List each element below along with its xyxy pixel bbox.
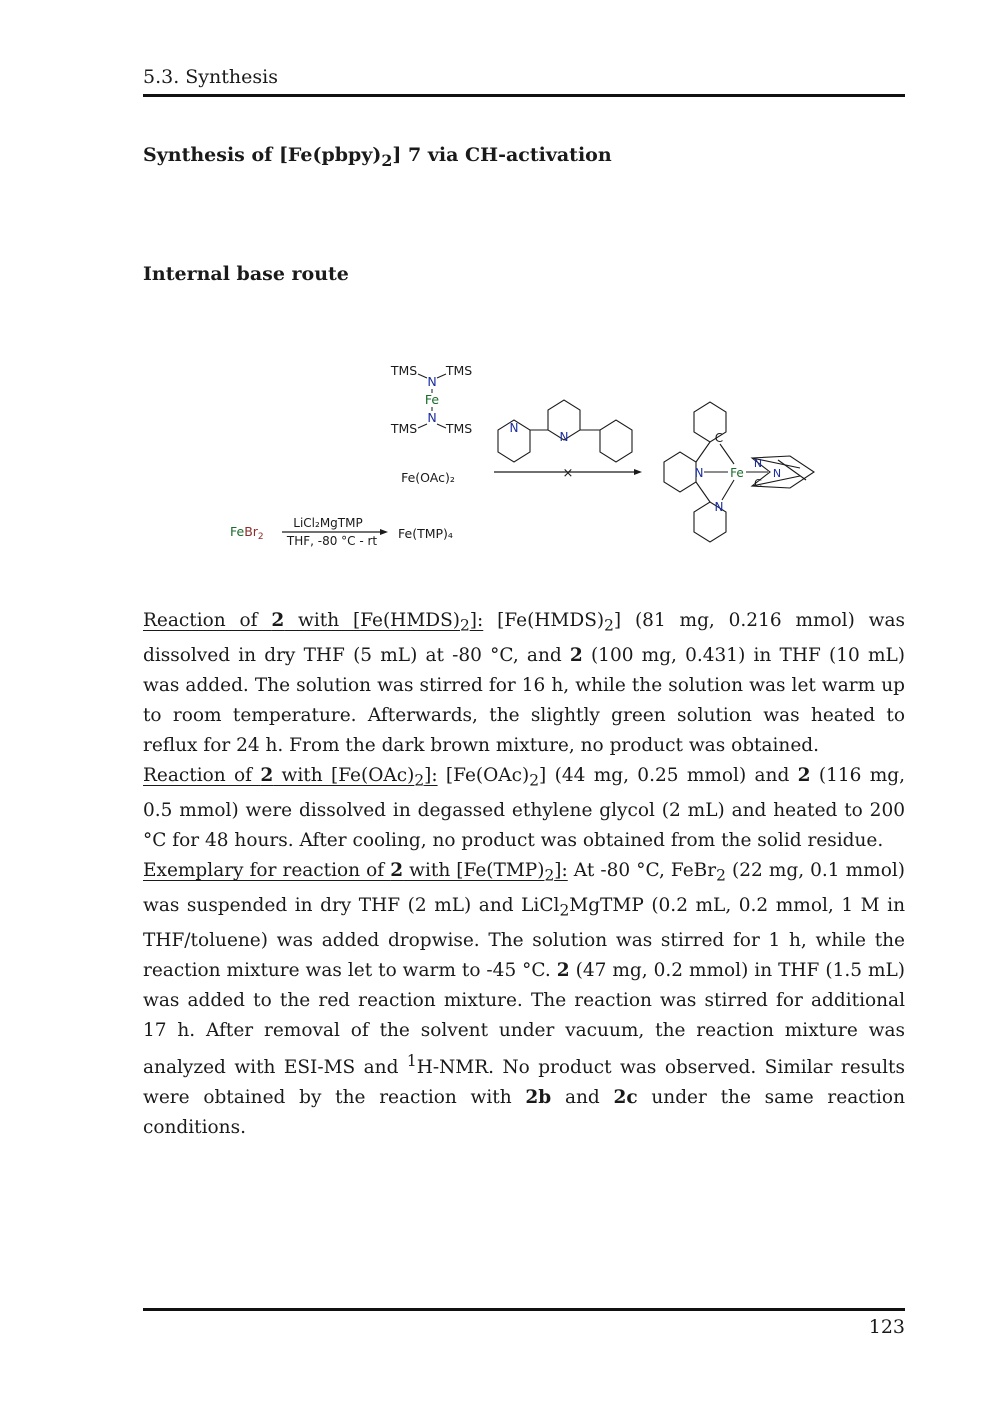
body-text: H-NMR. No product was observed. Similar results were obtained by the reaction with [143,1057,905,1109]
lead-text: ]: [469,610,484,631]
subscript: 2 [459,616,470,635]
conditions-label: THF, -80 °C - rt [286,534,378,548]
body-text: [Fe(OAc) [437,765,530,787]
arrow-head [380,529,388,535]
body-text: and [551,1087,614,1109]
body-text: (116 mg, 0.5 mmol) were dissolved in degassed ethylene glycol (2 mL) and heated to 200 °C for 48 hours. After cooling, no product was obtained from the solid residue. [143,765,905,852]
header-rule [143,94,905,97]
bond [696,442,710,462]
paragraph-fe-hmds [143,606,905,761]
compound-ref: 2c [613,1087,638,1109]
section-title-after: ] 7 via CH-activation [392,144,612,166]
lead-text: Reaction of [143,610,272,631]
iron-atom: Fe [424,392,440,407]
subscript: 2 [716,866,726,885]
body-text: (47 mg, 0.2 mmol) in THF (1.5 mL) was added to the red reaction mixture. The reaction was stirred for additional 17 h. After removal of the solvent under vacuum, the reaction mixture was analyzed with ESI-MS and [143,959,905,1079]
lead-text: Exemplary for reaction of [143,860,391,882]
tms-label: TMS [445,363,473,378]
compound-ref: 2b [525,1087,552,1109]
nitrogen-atom: N [772,467,782,480]
section-title [143,144,612,170]
bond [722,480,734,500]
body-text: under the same reaction conditions. [143,1087,905,1139]
lead-text: ]: [554,860,568,882]
bond [437,374,446,378]
lead-text: with [Fe(TMP) [403,860,545,882]
bond [778,460,806,480]
compound-ref: 2 [797,765,811,787]
paragraph-lead [143,610,484,635]
febr2-br: Br [244,524,258,539]
carbon-atom: C [714,431,724,445]
bond [437,424,446,428]
lead-text: Reaction of [143,765,261,787]
compound-ref: 2 [271,610,285,631]
nitrogen-atom: N [753,457,763,470]
section-title-sub: 2 [381,150,393,170]
subscript: 2 [529,771,540,790]
subscript: 2 [604,616,614,635]
compound-ref: 2 [260,765,274,787]
paragraph-lead [143,765,438,790]
nitrogen-atom: N [427,374,437,389]
body-text: (100 mg, 0.431) in THF (10 mL) was added. The solution was stirred for 16 h, while the solution was let warm up to room temperature. Afterwards, the slightly green solution was heated to reflux for 24 h. From the dark brown mixture, no product was obtained. [143,644,905,757]
compound-ref: 2 [569,644,583,666]
bond [418,424,427,428]
nitrogen-atom: N [714,500,724,514]
pyridine-ring [664,452,696,492]
tms-label: TMS [390,363,418,378]
bond [720,444,734,464]
fe-tmp4-label: Fe(TMP)₄ [398,526,453,541]
nitrogen-atom: N [509,421,519,435]
nitrogen-atom: N [694,466,704,480]
lead-text: with [Fe(OAc) [273,765,415,787]
lead-text: ]: [424,765,438,787]
bond [696,482,710,502]
fe-oac2-label: Fe(OAc)₂ [401,470,455,485]
compound-ref: 2 [390,860,404,882]
lead-text: with [Fe(HMDS) [284,610,460,631]
body-text: ] (44 mg, 0.25 mmol) and [539,765,798,787]
body-text: At -80 °C, FeBr [567,860,717,882]
febr2-label [230,524,264,542]
paragraph-lead [143,860,568,885]
body-text: ] (81 mg, 0.216 mmol) was dissolved in dry THF (5 mL) at -80 °C, and [143,610,905,666]
footer-rule [143,1308,905,1311]
fe-hmds-complex [390,363,472,436]
tms-label: TMS [390,421,418,436]
reagent-label: LiCl₂MgTMP [293,516,363,530]
phenyl-ring [600,420,632,462]
tms-label: TMS [445,421,473,436]
superscript: 1 [406,1052,417,1071]
iron-atom: Fe [730,466,744,480]
body-text: (22 mg, 0.1 mmol) was suspended in dry THF (2 mL) and LiCl [143,860,905,916]
febr2-sub: 2 [257,532,264,542]
paragraph-fe-oac [143,761,905,856]
nitrogen-atom: N [427,410,437,425]
subsection-title: Internal base route [143,263,349,285]
experimental-text [143,606,905,1144]
reaction-scheme [200,350,840,560]
body-text: [Fe(HMDS) [483,610,605,631]
carbon-atom: C [754,477,762,490]
page-number: 123 [868,1316,905,1338]
febr2-fe: Fe [230,524,245,539]
section-title-before: Synthesis of [Fe(pbpy) [143,144,382,166]
failed-mark: × [562,466,574,481]
subscript: 2 [414,771,425,790]
paragraph-fe-tmp [143,856,905,1143]
subscript: 2 [559,901,570,920]
subscript: 2 [544,866,555,885]
running-header: 5.3. Synthesis [143,66,278,88]
compound-ref: 2 [556,959,570,981]
arrow-head [634,469,642,475]
body-text: MgTMP (0.2 mL, 0.2 mmol, 1 M in THF/toluene) was added dropwise. The solution was stirred for 1 h, while the reaction mixture was let to warm to -45 °C. [143,894,905,981]
nitrogen-atom: N [559,430,569,444]
bond [418,374,427,378]
